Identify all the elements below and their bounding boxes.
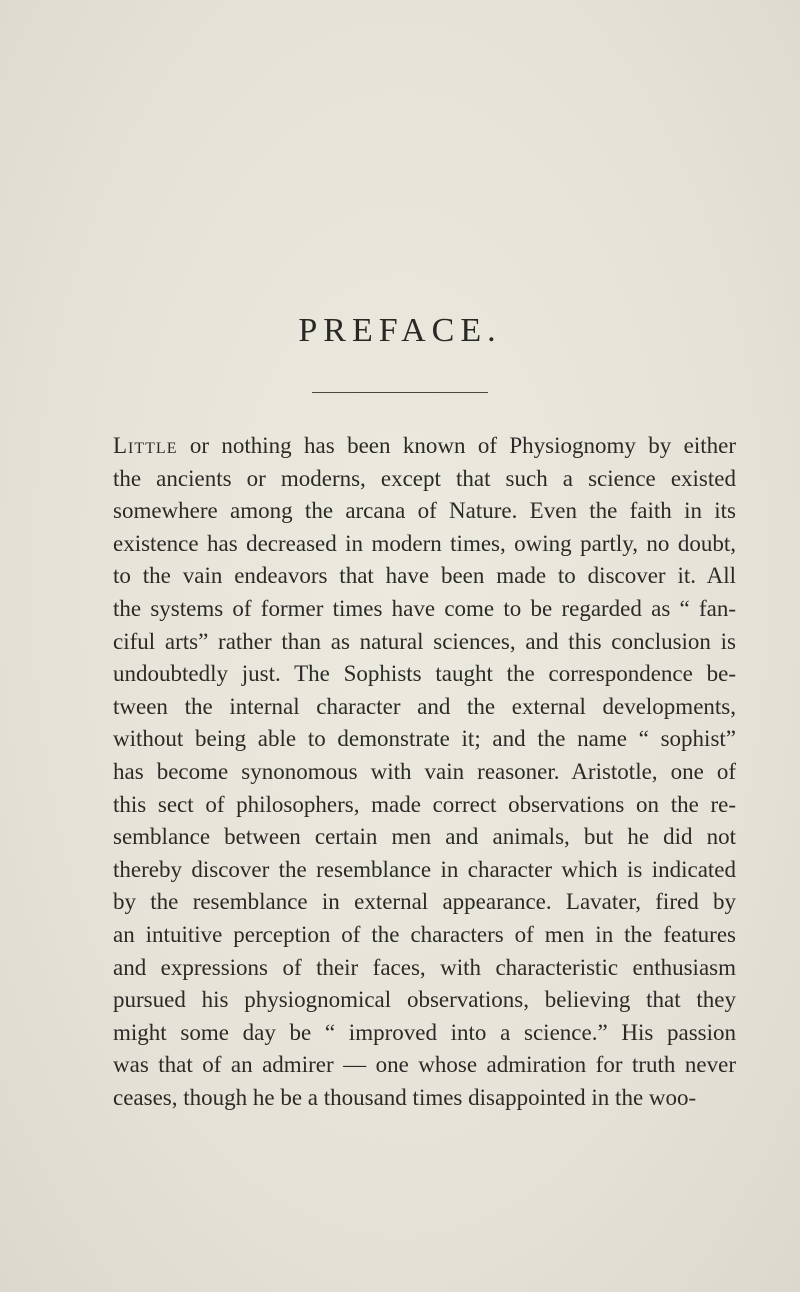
text-line: to the vain endeavors that have been made to discover it. All xyxy=(113,563,736,589)
text-line: an intuitive perception of the characters of men in the features xyxy=(113,921,736,947)
text-line: has become synonomous with vain reasoner. Aristotle, one of xyxy=(113,758,736,784)
text-line: by the resemblance in external appearance. Lavater, fired by xyxy=(113,889,736,915)
text-line: undoubtedly just. The Sophists taught the correspondence be- xyxy=(113,661,736,687)
text-line: ciful arts” rather than as natural sciences, and this conclusion is xyxy=(113,628,736,654)
text-line xyxy=(113,430,736,463)
text-line: ceases, though he be a thousand times disappointed in the woo- xyxy=(113,1084,697,1110)
preface-paragraph xyxy=(113,430,736,1114)
text-line: pursued his physiognomical observations, believing that they xyxy=(113,987,736,1013)
text-line: somewhere among the arcana of Nature. Even the faith in its xyxy=(113,498,736,524)
text-line: existence has decreased in modern times, owing partly, no doubt, xyxy=(113,530,736,556)
drop-word: Little xyxy=(113,433,178,458)
text-line: might some day be “ improved into a science.” His passion xyxy=(113,1019,736,1045)
text-line: thereby discover the resemblance in character which is indicated xyxy=(113,856,736,882)
text-line: semblance between certain men and animals, but he did not xyxy=(113,824,736,850)
text-line-rest: or nothing has been known of Physiognomy by either xyxy=(177,433,736,458)
text-line: tween the internal character and the external developments, xyxy=(113,693,736,719)
text-line: and expressions of their faces, with characteristic enthusiasm xyxy=(113,954,736,980)
text-line: the systems of former times have come to be regarded as “ fan- xyxy=(113,595,736,621)
page-title: PREFACE. xyxy=(298,312,502,349)
text-line: this sect of philosophers, made correct observations on the re- xyxy=(113,791,736,817)
text-line: was that of an admirer — one whose admiration for truth never xyxy=(113,1052,736,1078)
text-line: the ancients or moderns, except that such a science existed xyxy=(113,465,736,491)
text-line: without being able to demonstrate it; and the name “ sophist” xyxy=(113,726,736,752)
title-rule xyxy=(312,392,488,393)
